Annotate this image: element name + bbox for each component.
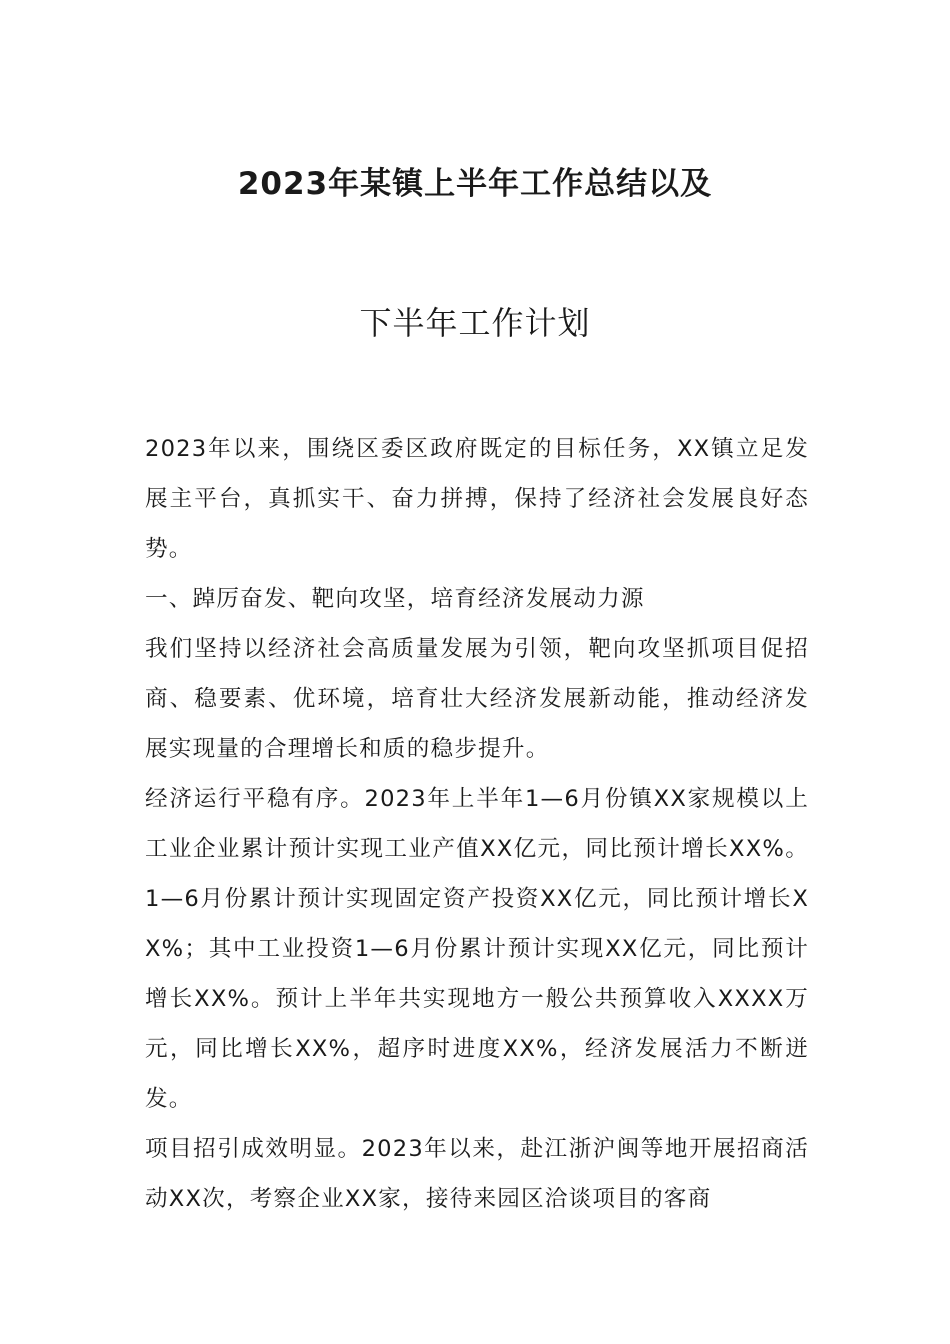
paragraph-section-1-intro: 我们坚持以经济社会高质量发展为引领，靶向攻坚抓项目促招商、稳要素、优环境，培育壮大经济发展新动能，推动经济发展实现量的合理增长和质的稳步提升。: [145, 636, 809, 762]
paragraph-economic-operation: 经济运行平稳有序。2023年上半年1—6月份镇XX家规模以上工业企业累计预计实现工业产值XX亿元，同比预计增长XX%。1—6月份累计预计实现固定资产投资XX亿元，同比预计增长XX%；其中工业投资1—6月份累计预计实现XX亿元，同比预计增长XX%。预计上半年共实现地方一般公共预算收入XXXX万元，同比增长XX%，超序时进度XX%，经济发展活力不断迸发。: [145, 786, 809, 1112]
document-title-line-1: 2023年某镇上半年工作总结以及: [237, 166, 713, 202]
section-heading-1: 一、踔厉奋发、靶向攻坚，培育经济发展动力源: [145, 586, 645, 612]
paragraph-intro: 2023年以来，围绕区委区政府既定的目标任务，XX镇立足发展主平台，真抓实干、奋力拼搏，保持了经济社会发展良好态势。: [145, 436, 809, 562]
paragraph-project-attraction: 项目招引成效明显。2023年以来，赴江浙沪闽等地开展招商活动XX次，考察企业XX家，接待来园区洽谈项目的客商: [145, 1136, 809, 1212]
document-body: [145, 424, 809, 1224]
document-title-line-2: 下半年工作计划: [359, 304, 591, 342]
